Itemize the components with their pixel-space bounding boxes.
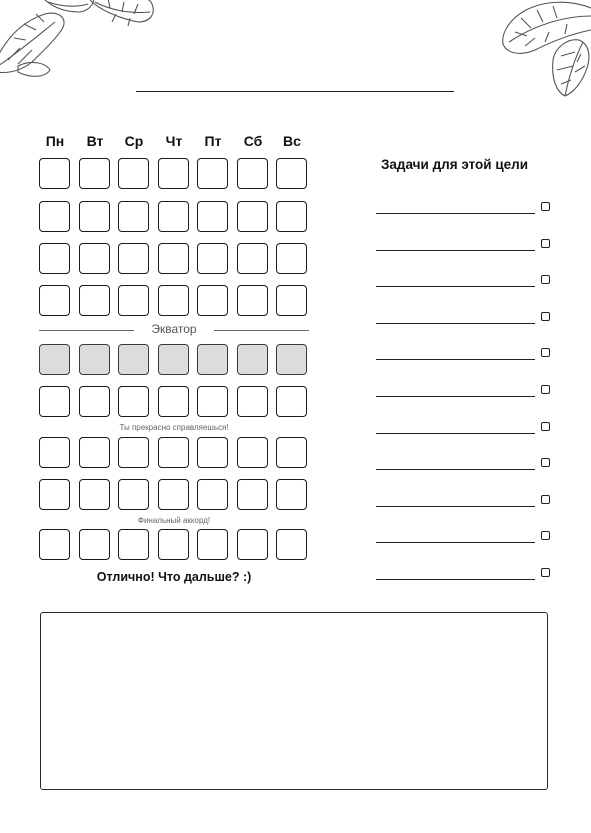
tracker-cell[interactable] xyxy=(79,386,110,417)
task-write-line[interactable] xyxy=(376,323,535,324)
tracker-cell[interactable] xyxy=(158,285,189,316)
task-write-line[interactable] xyxy=(376,579,535,580)
task-item xyxy=(376,239,551,251)
tracker-cell[interactable] xyxy=(79,285,110,316)
final-note: Финальный аккорд! xyxy=(137,516,211,525)
tracker-row xyxy=(39,285,311,317)
tracker-cell[interactable] xyxy=(118,479,149,510)
checkbox-icon[interactable] xyxy=(541,385,550,394)
tracker-cell[interactable] xyxy=(197,386,228,417)
tracker-cell[interactable] xyxy=(237,243,268,274)
tracker-row xyxy=(39,479,311,511)
checkbox-icon[interactable] xyxy=(541,568,550,577)
task-write-line[interactable] xyxy=(376,359,535,360)
equator-label: Экватор xyxy=(151,322,197,336)
tracker-cell[interactable] xyxy=(158,479,189,510)
task-write-line[interactable] xyxy=(376,469,535,470)
tracker-cell[interactable] xyxy=(39,243,70,274)
checkbox-icon[interactable] xyxy=(541,202,550,211)
tracker-cell[interactable] xyxy=(118,201,149,232)
task-item xyxy=(376,495,551,507)
tracker-cell[interactable] xyxy=(276,243,307,274)
tracker-cell[interactable] xyxy=(118,158,149,189)
tracker-cell[interactable] xyxy=(197,243,228,274)
tracker-cell[interactable] xyxy=(237,386,268,417)
tracker-cell[interactable] xyxy=(197,479,228,510)
tracker-cell[interactable] xyxy=(158,437,189,468)
monstera-leaf-icon xyxy=(491,0,591,100)
tracker-row xyxy=(39,529,311,561)
weekday-header xyxy=(39,133,311,151)
tracker-cell[interactable] xyxy=(39,285,70,316)
checkbox-icon[interactable] xyxy=(541,422,550,431)
tracker-row xyxy=(39,158,311,190)
tracker-cell[interactable] xyxy=(79,529,110,560)
tracker-cell[interactable] xyxy=(276,344,307,375)
task-item xyxy=(376,422,551,434)
equator-divider xyxy=(39,322,309,338)
tracker-cell[interactable] xyxy=(79,479,110,510)
checkbox-icon[interactable] xyxy=(541,495,550,504)
tracker-cell[interactable] xyxy=(79,344,110,375)
task-item xyxy=(376,458,551,470)
tracker-cell[interactable] xyxy=(237,285,268,316)
tracker-cell[interactable] xyxy=(158,243,189,274)
tracker-cell[interactable] xyxy=(197,437,228,468)
tracker-row xyxy=(39,386,311,418)
tracker-cell[interactable] xyxy=(158,386,189,417)
tracker-cell[interactable] xyxy=(237,201,268,232)
task-item xyxy=(376,531,551,543)
weekday-label-tue: Вт xyxy=(86,133,104,149)
tracker-cell[interactable] xyxy=(237,437,268,468)
divider-line xyxy=(39,330,134,331)
checkbox-icon[interactable] xyxy=(541,348,550,357)
checkbox-icon[interactable] xyxy=(541,531,550,540)
weekday-label-mon: Пн xyxy=(45,133,65,149)
tracker-cell[interactable] xyxy=(276,158,307,189)
task-write-line[interactable] xyxy=(376,542,535,543)
tracker-cell[interactable] xyxy=(197,158,228,189)
tasks-title: Задачи для этой цели xyxy=(380,157,529,172)
tracker-row xyxy=(39,437,311,469)
tracker-cell[interactable] xyxy=(79,243,110,274)
checkbox-icon[interactable] xyxy=(541,312,550,321)
tracker-cell[interactable] xyxy=(118,529,149,560)
tracker-cell[interactable] xyxy=(39,529,70,560)
tracker-cell[interactable] xyxy=(39,201,70,232)
weekday-label-sun: Вс xyxy=(283,133,301,149)
weekday-label-fri: Пт xyxy=(204,133,222,149)
weekday-label-thu: Чт xyxy=(165,133,183,149)
tracker-cell[interactable] xyxy=(158,529,189,560)
tracker-cell[interactable] xyxy=(237,158,268,189)
tracker-cell[interactable] xyxy=(276,479,307,510)
tracker-cell[interactable] xyxy=(276,201,307,232)
task-write-line[interactable] xyxy=(376,213,535,214)
encouragement-note: Ты прекрасно справляешься! xyxy=(119,423,229,432)
goal-title-line[interactable] xyxy=(136,91,454,92)
tracker-row xyxy=(39,243,311,275)
tracker-cell[interactable] xyxy=(276,529,307,560)
tracker-cell[interactable] xyxy=(237,479,268,510)
task-item xyxy=(376,275,551,287)
tracker-cell[interactable] xyxy=(118,437,149,468)
tracker-cell[interactable] xyxy=(39,479,70,510)
tracker-cell[interactable] xyxy=(276,285,307,316)
tracker-cell[interactable] xyxy=(237,529,268,560)
checkbox-icon[interactable] xyxy=(541,275,550,284)
task-item xyxy=(376,385,551,397)
tracker-cell[interactable] xyxy=(158,344,189,375)
task-item xyxy=(376,312,551,324)
tracker-cell[interactable] xyxy=(39,386,70,417)
task-write-line[interactable] xyxy=(376,433,535,434)
tracker-cell[interactable] xyxy=(79,201,110,232)
task-item xyxy=(376,348,551,360)
tracker-cell[interactable] xyxy=(237,344,268,375)
task-write-line[interactable] xyxy=(376,250,535,251)
checkbox-icon[interactable] xyxy=(541,458,550,467)
notes-box[interactable] xyxy=(40,612,548,790)
tracker-cell[interactable] xyxy=(118,386,149,417)
weekday-label-sat: Сб xyxy=(243,133,263,149)
tracker-cell[interactable] xyxy=(39,344,70,375)
weekday-label-wed: Ср xyxy=(124,133,144,149)
tracker-cell[interactable] xyxy=(118,243,149,274)
tracker-cell[interactable] xyxy=(158,158,189,189)
tracker-cell[interactable] xyxy=(118,285,149,316)
checkbox-icon[interactable] xyxy=(541,239,550,248)
tracker-cell[interactable] xyxy=(276,386,307,417)
tracker-cell[interactable] xyxy=(39,158,70,189)
tracker-cell[interactable] xyxy=(39,437,70,468)
tracker-cell[interactable] xyxy=(118,344,149,375)
tracker-cell[interactable] xyxy=(197,285,228,316)
task-write-line[interactable] xyxy=(376,396,535,397)
tracker-cell[interactable] xyxy=(197,529,228,560)
tracker-cell[interactable] xyxy=(158,201,189,232)
tracker-cell[interactable] xyxy=(197,344,228,375)
tracker-row xyxy=(39,201,311,233)
tracker-cell[interactable] xyxy=(79,437,110,468)
divider-line xyxy=(214,330,309,331)
task-write-line[interactable] xyxy=(376,286,535,287)
task-write-line[interactable] xyxy=(376,506,535,507)
tracker-cell[interactable] xyxy=(79,158,110,189)
monstera-leaf-icon xyxy=(0,0,160,80)
whats-next-caption: Отлично! Что дальше? :) xyxy=(96,570,252,584)
tracker-cell[interactable] xyxy=(276,437,307,468)
task-item xyxy=(376,202,551,214)
task-item xyxy=(376,568,551,580)
tracker-row-equator xyxy=(39,344,311,376)
tracker-cell[interactable] xyxy=(197,201,228,232)
